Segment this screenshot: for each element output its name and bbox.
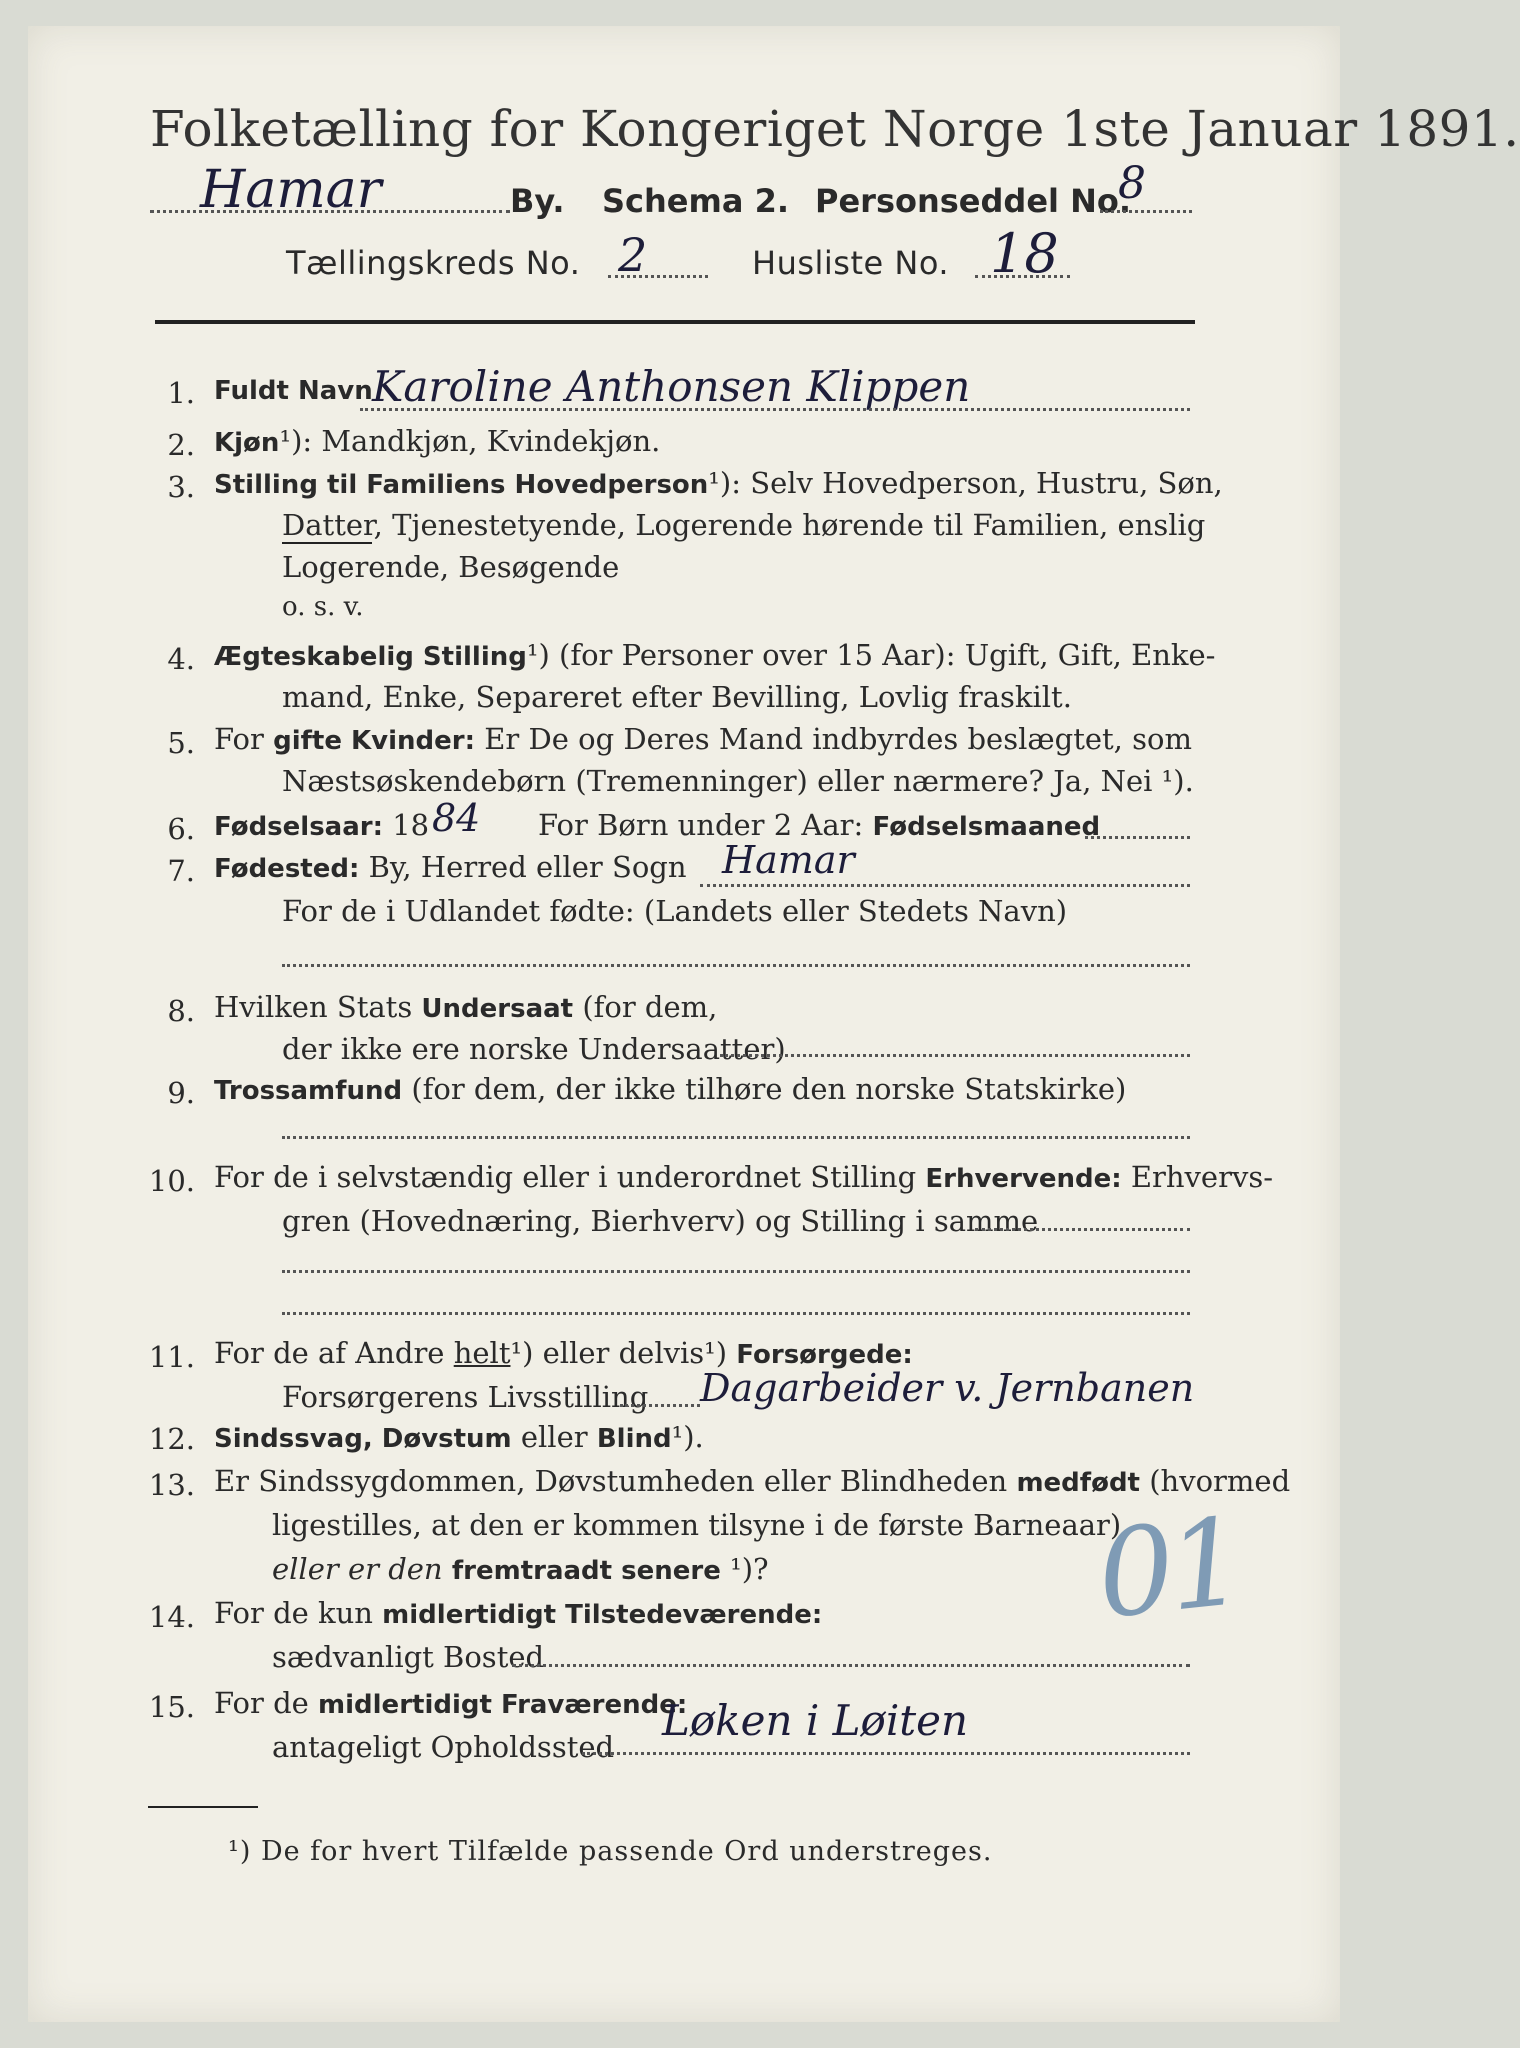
usual-residence-label: sædvanligt Bosted bbox=[272, 1640, 545, 1674]
item-number: 7. bbox=[167, 854, 195, 888]
family-position-options-1: ¹): Selv Hovedperson, Hustru, Søn, bbox=[708, 466, 1223, 500]
citizenship-suffix: (for dem, bbox=[582, 990, 718, 1024]
sex-options: ¹): Mandkjøn, Kvindekjøn. bbox=[279, 424, 661, 458]
temporary-absent-prefix: For de bbox=[214, 1686, 309, 1720]
item-number: 3. bbox=[167, 470, 195, 504]
personseddel-dotted-line bbox=[1100, 210, 1192, 213]
item-number: 6. bbox=[167, 812, 195, 846]
item-10-line-1 bbox=[214, 1160, 1273, 1194]
datter-underline bbox=[282, 542, 372, 544]
religion-label: Trossamfund bbox=[214, 1076, 403, 1106]
item-number: 14. bbox=[148, 1600, 195, 1634]
footnote-text: ¹) De for hvert Tilfælde passende Ord understreges. bbox=[228, 1836, 993, 1867]
item-12-line bbox=[214, 1420, 704, 1454]
item-13-line-3 bbox=[272, 1552, 769, 1586]
later-onset-prefix: eller er den bbox=[272, 1552, 443, 1586]
occupation-dotted-line-3 bbox=[282, 1312, 1190, 1315]
item-number: 12. bbox=[148, 1422, 195, 1456]
item-number: 1. bbox=[167, 376, 195, 410]
occupation-dotted-line-1 bbox=[975, 1228, 1190, 1231]
item-13-line-1 bbox=[214, 1464, 1290, 1498]
congenital-prefix: Er Sindssygdommen, Døvstumheden eller Blindheden bbox=[214, 1464, 1008, 1498]
city-handwritten: Hamar bbox=[200, 160, 382, 220]
temporary-present-label: midlertidigt Tilstedeværende: bbox=[382, 1600, 823, 1630]
presumed-location-dotted-line bbox=[582, 1752, 1190, 1755]
item-number: 13. bbox=[148, 1468, 195, 1502]
item-number: 4. bbox=[167, 642, 195, 676]
item-number: 9. bbox=[167, 1076, 195, 1110]
birthplace-options: By, Herred eller Sogn bbox=[368, 850, 687, 884]
husliste-dotted-line bbox=[975, 275, 1070, 278]
supported-helt-underlined: helt bbox=[453, 1336, 511, 1370]
item-number: 5. bbox=[167, 726, 195, 760]
congenital-label: medfødt bbox=[1016, 1468, 1140, 1498]
occupation-prompt-2: gren (Hovednæring, Bierhverv) og Stilling i samme bbox=[282, 1204, 1039, 1238]
personseddel-number-handwritten: 8 bbox=[1118, 158, 1146, 209]
disability-or: eller bbox=[520, 1420, 588, 1454]
temporary-present-prefix: For de kun bbox=[214, 1596, 373, 1630]
item-8-line-1 bbox=[214, 990, 717, 1024]
later-onset-label: fremtraadt senere bbox=[451, 1556, 721, 1586]
by-label: By. bbox=[510, 182, 565, 220]
family-position-options-3: Logerende, Besøgende bbox=[282, 550, 620, 584]
item-5-line-1 bbox=[214, 722, 1192, 756]
religion-condition: (for dem, der ikke tilhøre den norske Statskirke) bbox=[411, 1072, 1127, 1106]
personseddel-label: Personseddel No. bbox=[815, 182, 1132, 220]
family-position-options-2: Datter, Tjenestetyende, Logerende hørende til Familien, enslig bbox=[282, 508, 1206, 542]
citizenship-condition: der ikke ere norske Undersaatter) bbox=[282, 1032, 786, 1066]
provider-occupation-handwritten: Dagarbeider v. Jernbanen bbox=[700, 1366, 1195, 1410]
supported-partial: ¹) eller delvis¹) bbox=[510, 1336, 728, 1370]
item-11-line-1 bbox=[214, 1336, 913, 1370]
married-women-label: gifte Kvinder: bbox=[273, 726, 476, 756]
disability-footnote-mark: ¹). bbox=[671, 1420, 704, 1454]
presumed-location-label: antageligt Opholdssted bbox=[272, 1730, 615, 1764]
occupation-dotted-line-2 bbox=[282, 1270, 1190, 1273]
footnote-rule bbox=[148, 1806, 258, 1808]
foreign-birthplace-prompt: For de i Udlandet fødte: (Landets eller Stedets Navn) bbox=[282, 894, 1068, 928]
marital-status-options-2: mand, Enke, Separeret efter Bevilling, Lovlig fraskilt. bbox=[282, 680, 1072, 714]
husliste-number-handwritten: 18 bbox=[990, 222, 1059, 285]
schema-label: Schema 2. bbox=[602, 182, 789, 220]
full-name-dotted-line bbox=[360, 408, 1190, 411]
supported-prefix: For de af Andre bbox=[214, 1336, 445, 1370]
full-name-label: Fuldt Navn bbox=[214, 376, 373, 406]
later-onset-footnote-mark: ¹)? bbox=[730, 1552, 769, 1586]
item-1-line bbox=[214, 372, 373, 406]
birthplace-handwritten: Hamar bbox=[722, 838, 855, 882]
item-number: 8. bbox=[167, 994, 195, 1028]
item-number: 10. bbox=[148, 1164, 195, 1198]
occupation-label: Erhvervende: bbox=[925, 1164, 1122, 1194]
birth-month-dotted-line bbox=[1085, 836, 1190, 839]
blind-label: Blind bbox=[596, 1424, 672, 1454]
married-women-question-2: Næstsøskendebørn (Tremenninger) eller nærmere? Ja, Nei ¹). bbox=[282, 764, 1194, 798]
item-14-line-1 bbox=[214, 1596, 822, 1630]
item-number: 11. bbox=[148, 1340, 195, 1374]
item-4-line-1 bbox=[214, 638, 1215, 672]
married-women-question-1: Er De og Deres Mand indbyrdes beslægtet, som bbox=[484, 722, 1192, 756]
religion-dotted-line bbox=[282, 1136, 1190, 1139]
header-rule bbox=[155, 320, 1195, 324]
city-dotted-line bbox=[150, 210, 510, 213]
temporary-absent-label: midlertidigt Fraværende: bbox=[318, 1690, 688, 1720]
birth-month-label: Fødselsmaaned bbox=[872, 812, 1101, 842]
infant-birth-month-prompt bbox=[538, 808, 1100, 842]
marital-status-label: Ægteskabelig Stilling bbox=[214, 642, 527, 672]
item-15-line-1 bbox=[214, 1686, 687, 1720]
item-number: 2. bbox=[167, 428, 195, 462]
occupation-suffix: Erhvervs- bbox=[1130, 1160, 1274, 1194]
kreds-number-handwritten: 2 bbox=[618, 228, 648, 282]
birth-year-handwritten: 84 bbox=[432, 796, 481, 840]
family-position-label: Stilling til Familiens Hovedperson bbox=[214, 470, 709, 500]
citizenship-dotted-line bbox=[720, 1054, 1190, 1057]
item-number: 15. bbox=[148, 1690, 195, 1724]
kreds-label: Tællingskreds No. bbox=[286, 244, 581, 282]
item-2-line bbox=[214, 424, 660, 458]
birth-year-prefix: 18 bbox=[392, 808, 430, 842]
full-name-handwritten: Karoline Anthonsen Klippen bbox=[372, 362, 971, 411]
birth-year-label: Fødselsaar: bbox=[214, 812, 383, 842]
provider-occupation-label: Forsørgerens Livsstilling bbox=[282, 1380, 649, 1414]
congenital-suffix: (hvormed bbox=[1149, 1464, 1291, 1498]
birthplace-dotted-line bbox=[700, 884, 1190, 887]
foreign-birthplace-dotted-line bbox=[282, 964, 1190, 967]
husliste-label: Husliste No. bbox=[752, 244, 949, 282]
occupation-prefix: For de i selvstændig eller i underordnet Stilling bbox=[214, 1160, 917, 1194]
birthplace-label: Fødested: bbox=[214, 854, 360, 884]
kreds-dotted-line bbox=[608, 275, 708, 278]
presumed-location-handwritten: Løken i Løiten bbox=[662, 1696, 969, 1745]
sex-label: Kjøn bbox=[214, 428, 280, 458]
item-9-line bbox=[214, 1072, 1126, 1106]
disability-label: Sindssvag, Døvstum bbox=[214, 1424, 512, 1454]
item-7-line-1 bbox=[214, 850, 687, 884]
usual-residence-dotted-line bbox=[512, 1664, 1190, 1667]
provider-occupation-dotted-line bbox=[620, 1404, 700, 1407]
item-6-line bbox=[214, 808, 429, 842]
marital-status-options-1: ¹) (for Personer over 15 Aar): Ugift, Gift, Enke- bbox=[526, 638, 1216, 672]
family-position-options-4: o. s. v. bbox=[282, 592, 364, 622]
margin-pencil-mark-handwritten: 01 bbox=[1091, 1493, 1246, 1646]
item-3-line-1 bbox=[214, 466, 1223, 500]
citizenship-prefix: Hvilken Stats bbox=[214, 990, 413, 1024]
infant-prompt-text: For Børn under 2 Aar: bbox=[538, 808, 864, 842]
form-title: Folketælling for Kongeriget Norge 1ste Januar 1891. bbox=[150, 100, 1520, 158]
supported-label: Forsørgede: bbox=[736, 1340, 913, 1370]
married-women-prefix: For bbox=[214, 722, 264, 756]
congenital-line-2: ligestilles, at den er kommen tilsyne i de første Barneaar), bbox=[272, 1508, 1131, 1542]
citizenship-label: Undersaat bbox=[421, 994, 574, 1024]
